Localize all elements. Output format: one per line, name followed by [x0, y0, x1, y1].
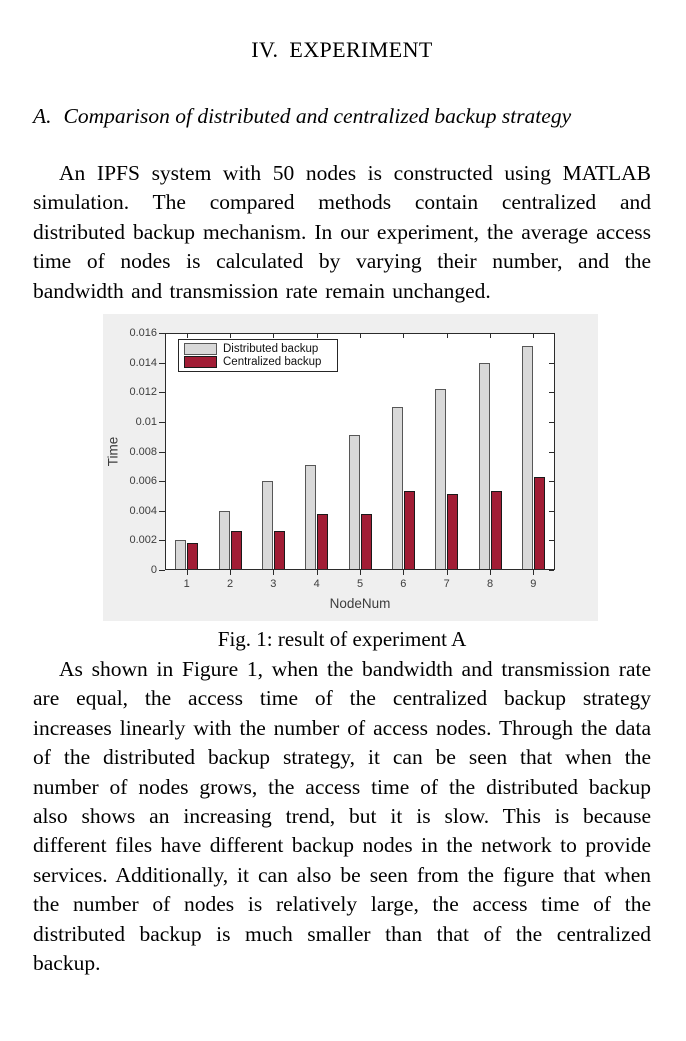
x-tick-mark — [187, 570, 188, 575]
x-tick-mark — [533, 570, 534, 575]
y-tick-label: 0.014 — [129, 356, 157, 369]
legend-label: Centralized backup — [223, 356, 322, 369]
y-tick-label: 0.01 — [135, 415, 157, 428]
y-tick-label: 0 — [150, 564, 157, 577]
x-tick-mark — [490, 570, 491, 575]
figure-1 — [33, 314, 651, 654]
x-tick-mark — [273, 570, 274, 575]
y-tick-label: 0.002 — [129, 534, 157, 547]
x-tick-label: 9 — [530, 578, 537, 591]
y-tick-label: 0.004 — [129, 504, 157, 517]
paragraph-1: An IPFS system with 50 nodes is constructed using MATLAB simulation. The compared methods contain centralized and distributed backup mechanism. In our experiment, the average access time of nodes is calculated by varying their number, and the bandwidth and transmission rate remain unchanged. — [33, 161, 651, 303]
legend-swatch — [184, 343, 217, 355]
x-tick-mark — [317, 570, 318, 575]
x-tick-label: 1 — [183, 578, 190, 591]
x-tick-mark — [230, 570, 231, 575]
paragraph-2: As shown in Figure 1, when the bandwidth and transmission rate are equal, the access time of the centralized backup strategy increases linearly with the number of access nodes. Through the data of the distributed backup strategy, it can be seen that when the number of nodes grows, the access time of the distributed backup also shows an increasing trend, but it is slow. This is because different files have different backup nodes in the network to provide services. Additionally, it can also be seen from the figure that when the number of nodes is relatively large, the access time of the distributed backup is much smaller than that of the centralized backup. — [33, 657, 651, 976]
x-tick-label: 7 — [443, 578, 450, 591]
bar-chart — [103, 314, 598, 621]
y-tick-label: 0.008 — [129, 445, 157, 458]
y-axis-label: Time — [105, 436, 121, 466]
legend-label: Distributed backup — [223, 342, 319, 355]
x-tick-label: 2 — [226, 578, 234, 591]
legend-swatch — [184, 356, 217, 368]
x-tick-label: 5 — [356, 578, 364, 591]
legend-entry — [184, 342, 332, 355]
x-tick-mark — [403, 570, 404, 575]
figure-caption: Fig. 1: result of experiment A — [217, 627, 467, 652]
y-tick-label: 0.012 — [129, 386, 157, 399]
x-tick-label: 8 — [486, 578, 494, 591]
subsection-title: Comparison of distributed and centralized backup strategy — [63, 104, 572, 128]
subsection-heading — [33, 103, 651, 130]
subsection-label: A. — [33, 104, 52, 128]
x-tick-label: 6 — [400, 578, 407, 591]
x-axis-label: NodeNum — [329, 596, 391, 612]
x-tick-label: 3 — [270, 578, 277, 591]
y-tick-label: 0.006 — [129, 475, 157, 488]
section-heading — [33, 37, 651, 63]
y-tick-label: 0.016 — [129, 327, 157, 340]
x-tick-label: 4 — [313, 578, 320, 591]
x-tick-mark — [360, 570, 361, 575]
x-tick-mark — [447, 570, 448, 575]
legend — [178, 339, 338, 372]
section-title: EXPERIMENT — [289, 37, 433, 62]
legend-entry — [184, 356, 332, 369]
section-number: IV. — [251, 37, 279, 62]
y-tick-mark-right — [549, 570, 554, 571]
y-tick-mark — [159, 570, 165, 571]
